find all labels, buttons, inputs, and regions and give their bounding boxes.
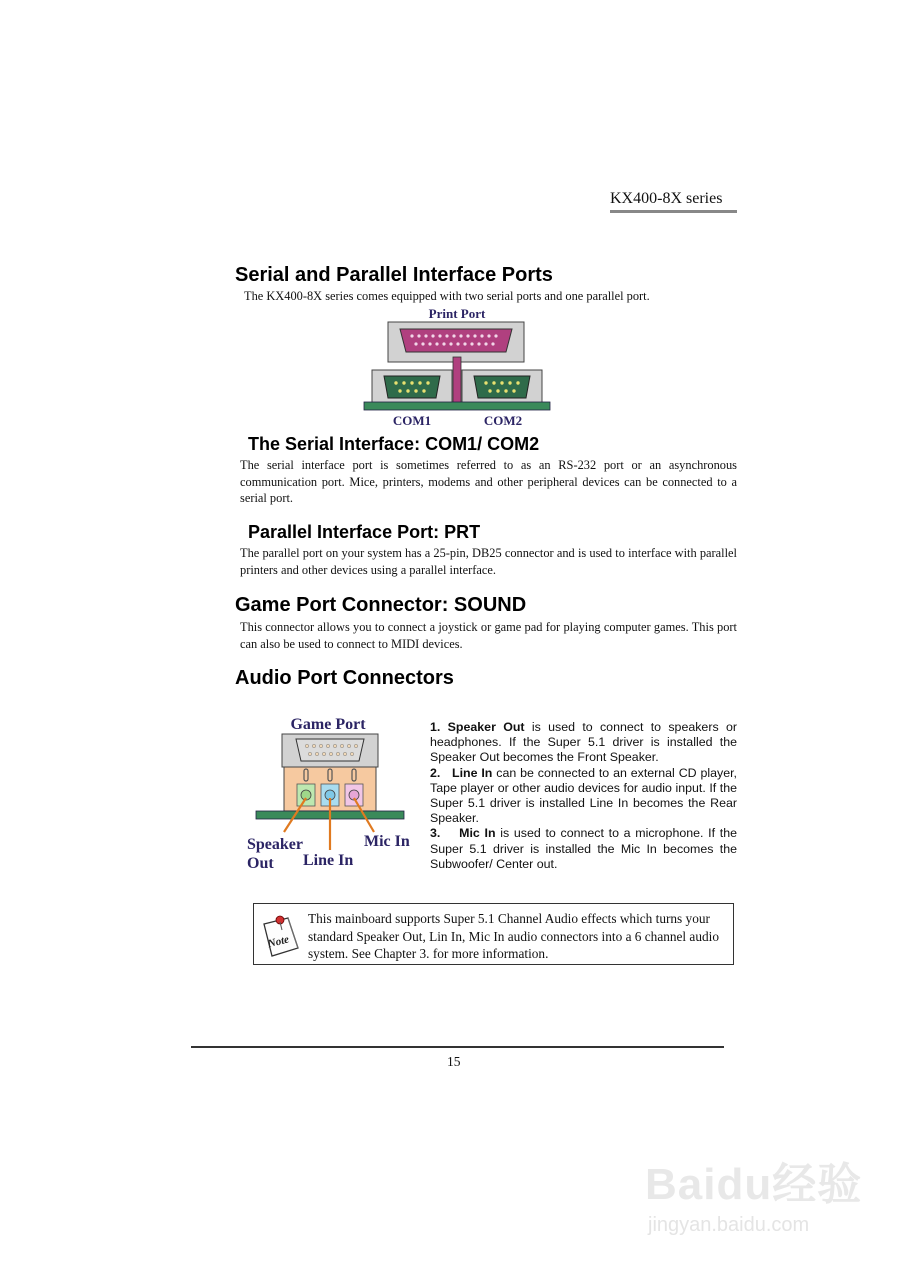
serial-interface-title: The Serial Interface: COM1/ COM2 <box>248 434 540 454</box>
parallel-interface-title: Parallel Interface Port: PRT <box>248 522 481 542</box>
game-port-text: This connector allows you to connect a joystick or game pad for playing computer games. This port can also be used to connect to MIDI devices. <box>240 620 737 651</box>
game-port-title: Game Port Connector: SOUND <box>235 594 527 616</box>
note-icon <box>258 910 304 960</box>
audio-item-text: is used to connect to speakers or headphones. If the Super 5.1 driver is installed the Speaker Out becomes the Front Speaker. <box>430 720 737 765</box>
audio-item-line-in <box>430 766 737 827</box>
audio-item-number: 2. <box>430 765 441 780</box>
series-title: KX400-8X series <box>610 190 723 207</box>
game-port-label: Game Port <box>290 716 366 733</box>
serial-parallel-intro: The KX400-8X series comes equipped with two serial ports and one parallel port. <box>244 289 650 303</box>
com1-connector <box>384 376 440 398</box>
audio-ports-figure <box>244 710 424 875</box>
com2-label: COM2 <box>483 413 523 428</box>
watermark-logo: Baidu经验 <box>645 1160 863 1209</box>
io-ports-figure <box>360 302 555 432</box>
audio-ports-diagram <box>244 710 424 875</box>
print-port-label: Print Port <box>428 306 486 321</box>
audio-ports-title: Audio Port Connectors <box>235 667 454 689</box>
board-edge <box>364 402 550 410</box>
page-number: 15 <box>447 1054 461 1069</box>
parallel-port-connector <box>400 329 512 352</box>
com1-label: COM1 <box>392 413 432 428</box>
serial-parallel-title: Serial and Parallel Interface Ports <box>235 264 553 286</box>
io-ports-diagram <box>360 302 555 432</box>
audio-descriptions <box>430 720 737 872</box>
speaker-out-label-line2: Out <box>247 855 274 872</box>
serial-interface-text: The serial interface port is sometimes referred to as an RS-232 port or an asynchronous communication port. Mice, printers, modems and other peripheral devices can be connected to a serial port. <box>240 458 737 505</box>
series-title-underline <box>610 210 737 213</box>
mic-in-label: Mic In <box>364 833 410 850</box>
audio-item-mic-in <box>430 826 737 872</box>
audio-item-term: Speaker Out <box>447 720 525 734</box>
audio-item-text: can be connected to an external CD player, Tape player or other audio devices for audio input. If the Super 5.1 driver is installed Line In becomes the Rear Speaker. <box>430 765 737 826</box>
watermark-url: jingyan.baidu.com <box>648 1214 810 1236</box>
footer-rule <box>191 1046 724 1048</box>
port-divider <box>453 357 461 407</box>
com2-connector <box>474 376 530 398</box>
audio-item-term: Mic In <box>459 826 496 841</box>
note-text: This mainboard supports Super 5.1 Channel Audio effects which turns your standard Speaker Out, Lin In, Mic In audio connectors into a 6 channel audio system. See Chapter 3. for more information. <box>308 911 719 961</box>
audio-item-text: is used to connect to a microphone. If the Super 5.1 driver is installed the Mic In becomes the Subwoofer/ Center out. <box>430 826 737 871</box>
parallel-interface-text: The parallel port on your system has a 25-pin, DB25 connector and is used to interface with parallel printers and other devices using a parallel interface. <box>240 546 737 577</box>
game-port-connector <box>296 739 364 761</box>
audio-item-number: 1. <box>430 720 441 734</box>
speaker-out-label-line1: Speaker <box>247 836 303 853</box>
note-icon-label: Note <box>266 933 291 951</box>
line-in-label: Line In <box>303 852 354 869</box>
audio-item-number: 3. <box>430 826 441 841</box>
audio-item-speaker-out <box>430 720 737 766</box>
audio-item-term: Line In <box>452 765 493 780</box>
